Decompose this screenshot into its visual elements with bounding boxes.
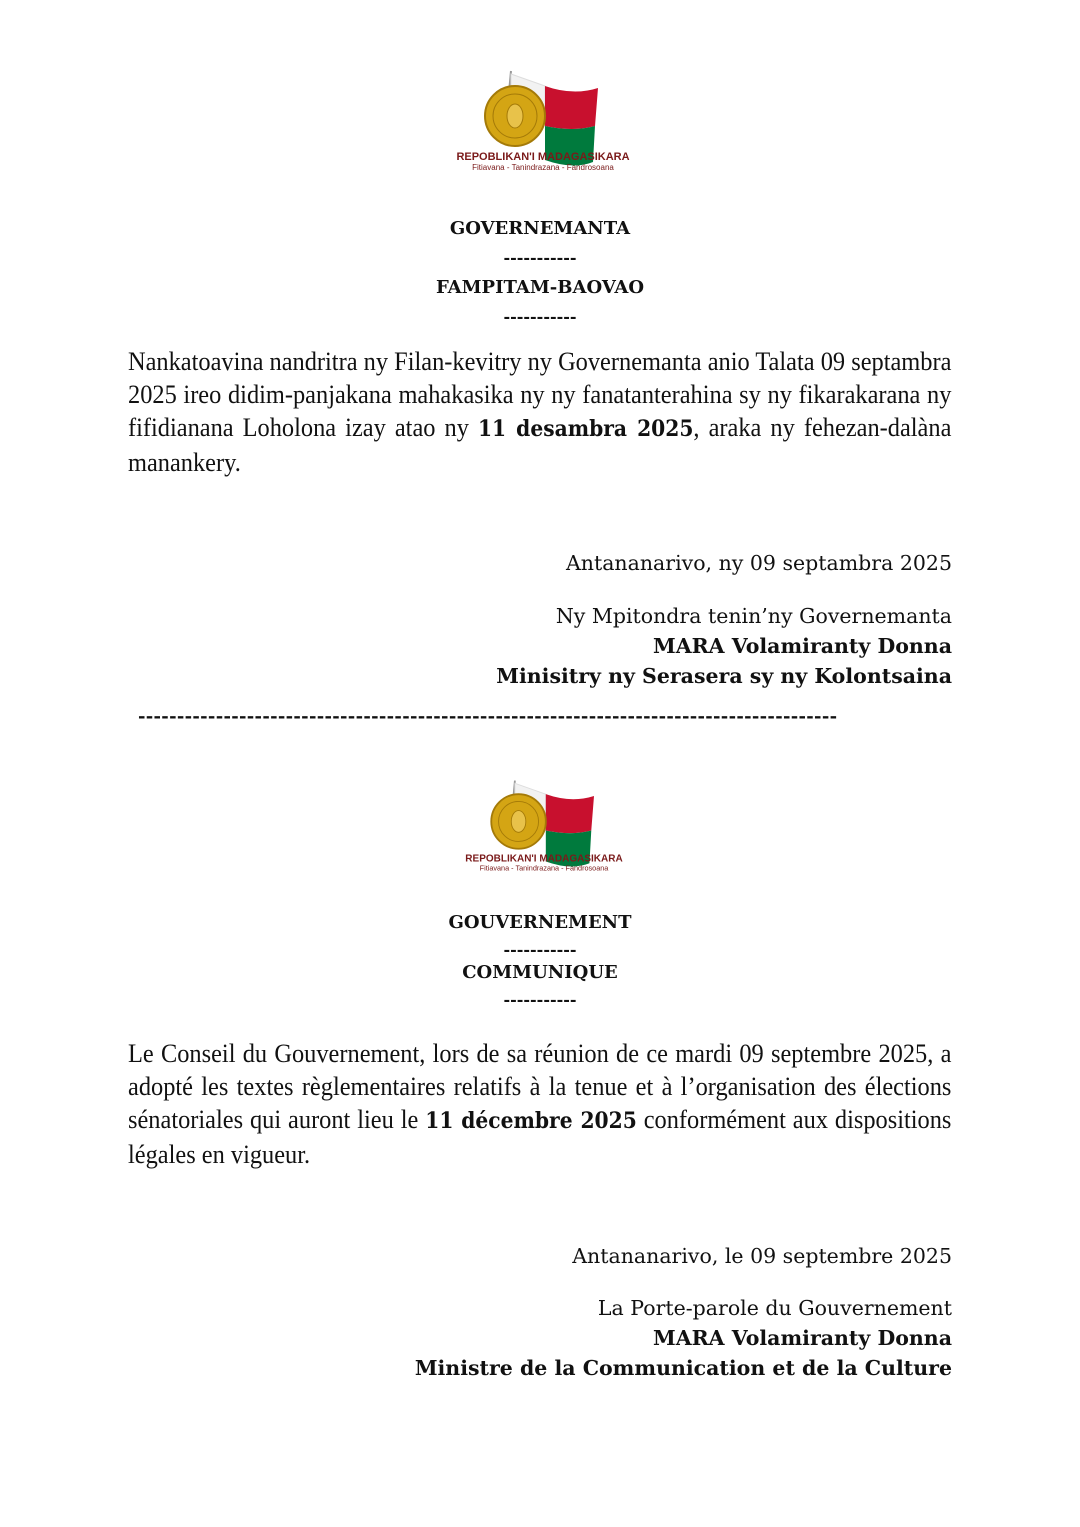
signer-role-french: La Porte-parole du Gouvernement (597, 1296, 952, 1320)
signer-name-french: MARA Volamiranty Donna (653, 1326, 952, 1350)
dashes-divider: ----------- (503, 940, 577, 959)
header-malagasy: GOVERNEMANTA (449, 218, 631, 239)
body-text: Nankatoavina nandritra ny Filan-kevitry ny Governemanta anio Talata 09 septambra 2025 ireo didim-panjakana mahakasika ny ny fanatanterahina sy ny fikarakarana ny fifidianana Loholona izay atao ny (128, 346, 952, 442)
signer-role-malagasy: Ny Mpitondra tenin’ny Governemanta (555, 604, 952, 628)
emblem-title: REPOBLIKAN'I MADAGASIKARA (465, 853, 623, 865)
emblem-flag-icon (444, 776, 644, 876)
emblem-motto: Fitiavana - Tanindrazana - Fandrosoana (479, 863, 609, 873)
body-text: Le Conseil du Gouvernement, lors de sa réunion de ce mardi 09 septembre 2025, a adopté les textes règlementaires relatifs à la tenue et à l’organisation des élections sénatoriales qui auront lieu le (128, 1038, 952, 1134)
dashes-divider: ----------- (503, 307, 577, 326)
subheader-french: COMMUNIQUE (462, 962, 618, 983)
subheader-malagasy: FAMPITAM-BAOVAO (435, 277, 645, 298)
dashes-divider: ----------- (503, 248, 577, 267)
place-date-malagasy: Antananarivo, ny 09 septambra 2025 (565, 551, 952, 575)
body-malagasy (128, 345, 951, 479)
body-text: , araka ny fehezan-dalàna manankery. (128, 412, 952, 477)
emblem-title: REPOBLIKAN'I MADAGASIKARA (456, 151, 630, 163)
section-separator: ------------------------------------------------------------------------------------------ (138, 706, 838, 727)
madagascar-emblem-logo (433, 66, 653, 176)
body-text: conformément aux dispositions légales en vigueur. (128, 1104, 952, 1169)
highlighted-date: 11 décembre 2025 (425, 1108, 637, 1134)
header-french: GOUVERNEMENT (448, 912, 632, 933)
signer-ministry-malagasy: Minisitry ny Serasera sy ny Kolontsaina (496, 664, 952, 688)
dashes-divider: ----------- (503, 990, 577, 1009)
emblem-flag-icon (433, 66, 653, 176)
place-date-french: Antananarivo, le 09 septembre 2025 (572, 1244, 952, 1268)
highlighted-date: 11 desambra 2025 (477, 416, 694, 442)
signer-ministry-french: Ministre de la Communication et de la Culture (414, 1356, 952, 1380)
body-french (128, 1037, 951, 1171)
emblem-motto: Fitiavana - Tanindrazana - Fandrosoana (472, 163, 614, 172)
madagascar-emblem-logo (444, 776, 644, 876)
signer-name-malagasy: MARA Volamiranty Donna (653, 634, 952, 658)
